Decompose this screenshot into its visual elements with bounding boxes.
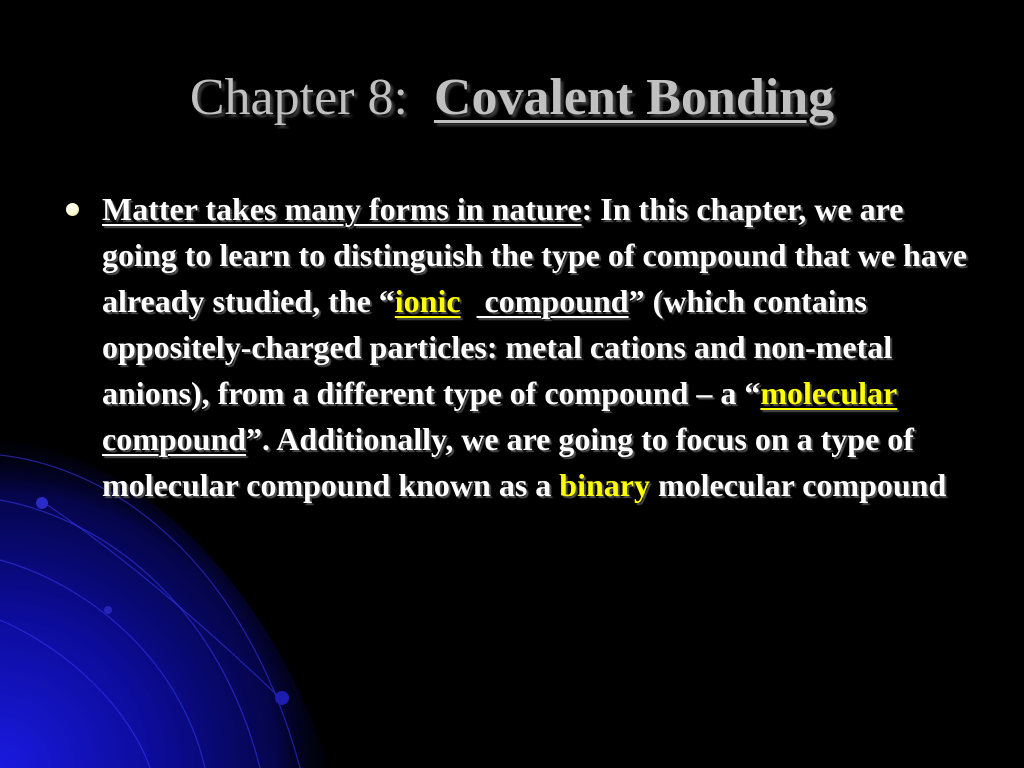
decorative-dot [36,497,48,509]
underlined-compound: compound [102,421,247,457]
bullet-spacer [461,283,477,319]
highlight-binary: binary [559,467,650,503]
highlight-molecular: molecular [760,375,898,411]
decorative-dot [104,606,112,614]
highlight-ionic: ionic [394,283,461,319]
bullet-text-part: ”. Additionally, we are going to focus on a type of molecular compound known as a [102,421,914,503]
bullet-paragraph [102,186,982,508]
title-subject: Covalent Bonding [433,69,835,126]
underlined-compound: compound [476,283,629,319]
bullet-text-part: ” (which contains oppositely-charged particles: metal cations and non-metal anions), from a different type of compound – a “ [102,283,893,411]
bullet-icon [66,203,79,216]
bullet-text-part: molecular compound [649,467,947,503]
title-prefix: Chapter 8: [189,69,408,126]
bullet-lead-text: Matter takes many forms in nature [102,191,582,227]
decorative-dot [275,691,289,705]
bullet-text-part: : In this chapter, we are going to learn to distinguish the type of compound that we have already studied, the “ [102,191,967,319]
slide-title [0,66,1024,130]
